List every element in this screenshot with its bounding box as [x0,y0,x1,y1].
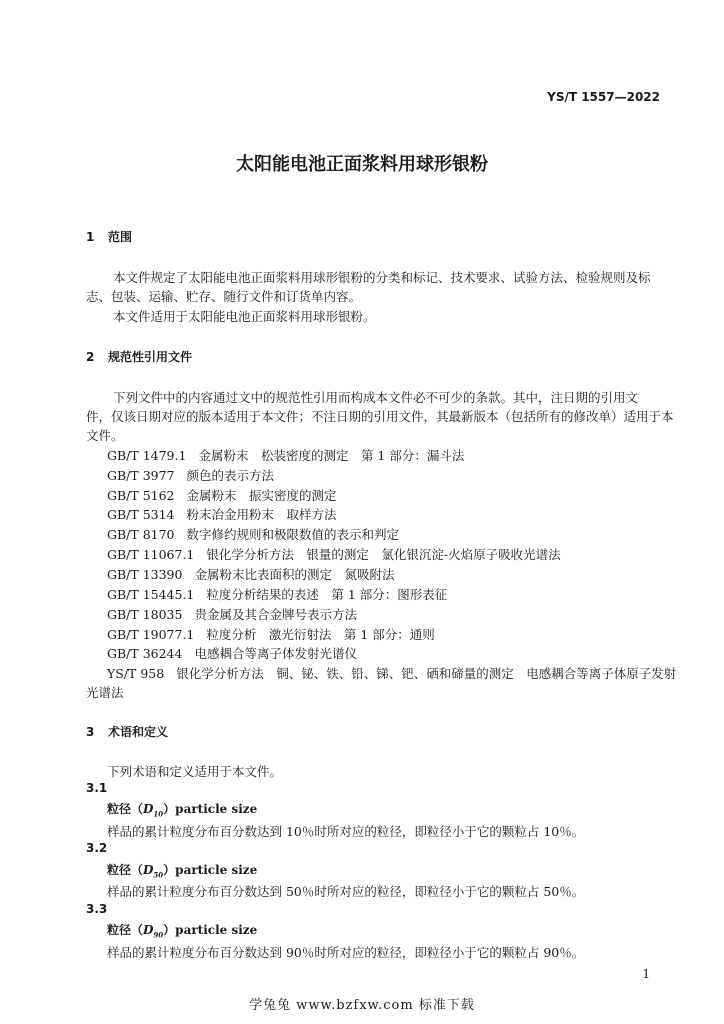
term-label: 粒径（ [107,863,144,877]
download-footer: 学兔兔 www.bzfxw.com 标准下载 [249,998,475,1013]
reference-title: 金属粉末 振实密度的测定 [186,488,337,503]
term-symbol: D [143,802,154,816]
reference-code: GB/T 1479.1 [107,448,187,463]
paragraph-line: 本文件规定了太阳能电池正面浆料用球形银粉的分类和标记、技术要求、试验方法、检验规则及标 [113,270,651,285]
term-label-end: ）particle size [163,923,258,937]
reference-title: 金属粉末 松装密度的测定 第 1 部分：漏斗法 [198,448,465,463]
reference-item [107,525,399,543]
section-3-heading [86,723,168,740]
section-number: 3 [86,725,95,739]
term-label: 粒径（ [107,923,144,937]
reference-item [107,644,357,662]
section-2-heading [86,348,192,365]
paragraph-line: 志、包装、运输、贮存、随行文件和订货单内容。 [86,289,362,304]
reference-item [107,565,394,583]
term-definition: 样品的累计粒度分布百分数达到 10％时所对应的粒径，即粒径小于它的颗粒占 10％。 [107,824,585,839]
reference-title: 粉末冶金用粉末 取样方法 [186,507,337,522]
reference-item [107,446,464,464]
page-number: 1 [642,967,650,981]
reference-code: GB/T 3977 [107,468,175,483]
section-number: 2 [86,350,95,364]
term-symbol: D [143,923,154,937]
reference-title: 数字修约规则和极限数值的表示和判定 [186,527,400,542]
section-title: 范围 [108,230,133,244]
term-symbol: D [143,863,154,877]
reference-title: 电感耦合等离子体发射光谱仪 [194,646,357,661]
reference-item [107,486,337,504]
reference-item [107,664,676,682]
section-title: 规范性引用文件 [108,350,193,364]
paragraph-line: 下列文件中的内容通过文中的规范性引用而构成本文件必不可少的条款。其中，注日期的引用文 [113,390,639,405]
paragraph-line: 本文件适用于太阳能电池正面浆料用球形银粉。 [113,309,376,324]
term-name [107,861,257,879]
term-definition: 样品的累计粒度分布百分数达到 90％时所对应的粒径，即粒径小于它的颗粒占 90％。 [107,945,585,960]
section-intro: 下列术语和定义适用于本文件。 [107,764,283,779]
reference-code: GB/T 15445.1 [107,587,195,602]
term-number: 3.2 [86,841,108,855]
term-number: 3.3 [86,902,108,916]
reference-title: 粒度分析结果的表述 第 1 部分：图形表征 [206,587,448,602]
term-label: 粒径（ [107,802,144,816]
term-label-end: ）particle size [163,863,258,877]
reference-code: GB/T 19077.1 [107,627,195,642]
reference-code: GB/T 18035 [107,607,183,622]
standard-number: YS/T 1557—2022 [547,90,660,104]
term-number: 3.1 [86,781,108,795]
reference-code: YS/T 958 [107,666,165,681]
reference-item [107,466,274,484]
paragraph-line: 文件。 [86,428,124,443]
reference-title: 银化学分析方法 铜、铋、铁、铅、锑、钯、硒和碲量的测定 电感耦合等离子体原子发射 [176,666,677,681]
reference-code: GB/T 13390 [107,567,183,582]
term-subscript: 10 [153,809,164,819]
term-definition: 样品的累计粒度分布百分数达到 50％时所对应的粒径，即粒径小于它的颗粒占 50％。 [107,884,585,899]
reference-item [107,605,357,623]
reference-title: 粒度分析 激光衍射法 第 1 部分：通则 [206,627,435,642]
reference-item [107,585,447,603]
reference-code: GB/T 11067.1 [107,547,195,562]
reference-code: GB/T 5162 [107,488,175,503]
reference-item [107,505,337,523]
paragraph-line: 件，仅该日期对应的版本适用于本文件；不注日期的引用文件，其最新版本（包括所有的修改单）适用于本 [86,409,674,424]
reference-code: GB/T 5314 [107,507,175,522]
term-name [107,800,257,818]
reference-item [107,545,561,563]
document-title: 太阳能电池正面浆料用球形银粉 [236,154,488,175]
reference-code: GB/T 8170 [107,527,175,542]
section-1-heading [86,228,132,245]
reference-continuation: 光谱法 [86,685,124,700]
term-name [107,921,257,939]
term-label-end: ）particle size [163,802,258,816]
reference-item [107,625,435,643]
section-number: 1 [86,230,95,244]
reference-title: 贵金属及其合金牌号表示方法 [194,607,357,622]
reference-title: 金属粉末比表面积的测定 氮吸附法 [194,567,395,582]
reference-title: 银化学分析方法 银量的测定 氯化银沉淀-火焰原子吸收光谱法 [206,547,561,562]
term-subscript: 90 [153,930,164,940]
reference-code: GB/T 36244 [107,646,183,661]
section-title: 术语和定义 [108,725,169,739]
term-subscript: 50 [153,870,164,880]
reference-title: 颜色的表示方法 [186,468,275,483]
